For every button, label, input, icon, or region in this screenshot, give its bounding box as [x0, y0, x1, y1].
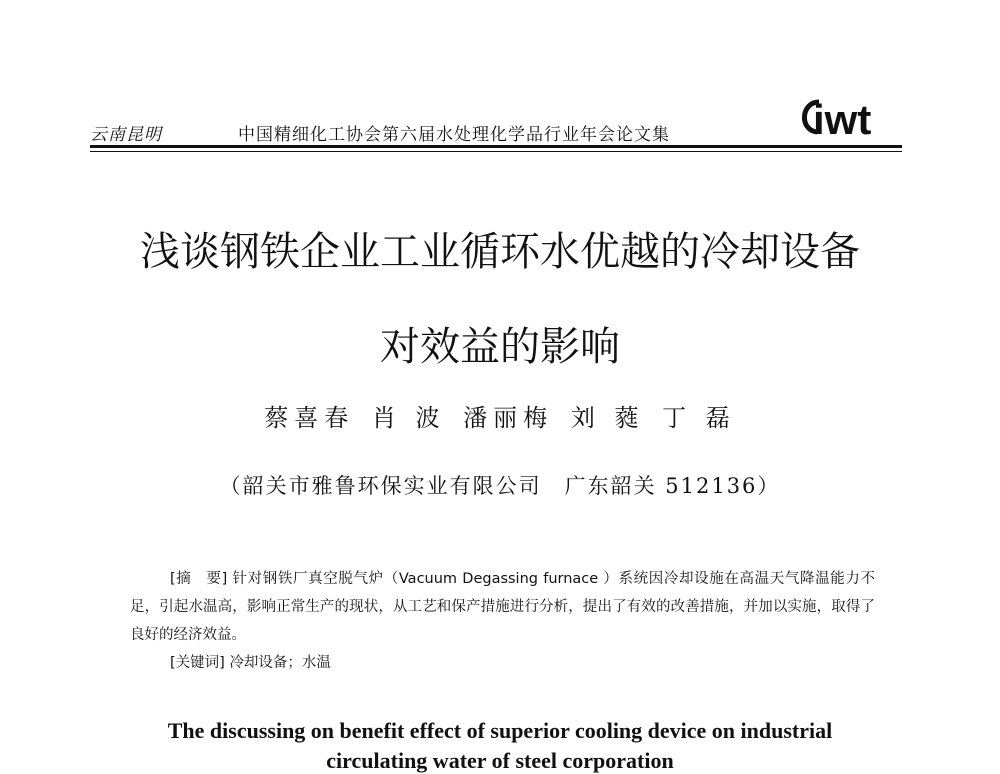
- paper-title-line-2: 对效益的影响: [380, 324, 620, 370]
- author-name: 蔡喜春: [264, 404, 355, 432]
- keywords-row: [130, 649, 875, 677]
- author-name: 肖 波: [371, 404, 446, 432]
- abstract-label: [摘 要]: [170, 571, 228, 587]
- header-conference: 中国精细化工协会第六届水处理化学品行业年会论文集: [238, 125, 670, 145]
- keywords-label: [关键词]: [170, 655, 225, 671]
- affiliation: （韶关市雅鲁环保实业有限公司 广东韶关 512136）: [219, 474, 781, 498]
- abstract-text: 针对钢铁厂真空脱气炉（Vacuum Degassing furnace ）系统因冷却设施在高温天气降温能力不足，引起水温高，影响正常生产的现状，从工艺和保产措施进行分析，提出了有效的改善措施，并加以实施，取得了良好的经济效益。: [130, 571, 875, 643]
- header-rule-thin: [90, 151, 902, 152]
- abstract-block: [130, 565, 875, 677]
- author-name: 潘丽梅: [463, 404, 554, 432]
- author-list: [0, 398, 1000, 433]
- header-rule-thick: [90, 145, 902, 148]
- paper-title-line-1: 浅谈钢铁企业工业循环水优越的冷却设备: [140, 229, 860, 275]
- header-location: 云南昆明: [90, 125, 162, 145]
- abstract-paragraph: [130, 565, 875, 649]
- author-name: 刘 蕤: [570, 404, 645, 432]
- logo-text: iwt: [813, 96, 872, 143]
- iwt-logo: [795, 90, 900, 146]
- author-name: 丁 磊: [662, 404, 736, 432]
- keywords-text: 冷却设备；水温: [229, 655, 331, 671]
- english-title-line-2: circulating water of steel corporation: [326, 748, 674, 773]
- english-title-line-1: The discussing on benefit effect of superior cooling device on industrial: [167, 718, 833, 743]
